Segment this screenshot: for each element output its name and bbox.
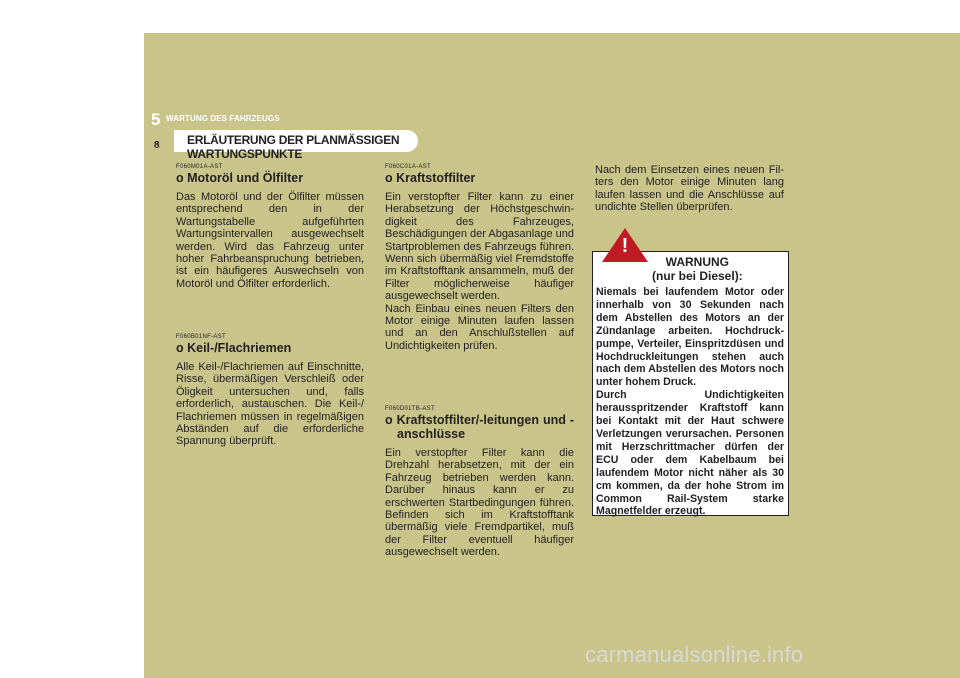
- item-code: F060M01A-AST: [176, 164, 223, 170]
- item-code: F060B01NF-AST: [176, 334, 226, 340]
- column-3: [595, 164, 784, 214]
- chapter-title: WARTUNG DES FAHRZEUGS: [166, 114, 280, 123]
- item-text: Ein verstopfter Filter kann zu einer Herabsetzung der Höchstgeschwin- digkeit des Fahrzeuges, Beschädigungen der Abgasanlage und Startproblemen des Fahrzeugs führen. Wenn sich übermäßig viel Fremdstoffe im Kraftstofftank ansammeln, muß der Filter möglicherweise häufiger ausgewechselt werden. Nach Einbau eines neuen Filters den Motor einige Minuten laufen lassen und an den Anschlußstellen auf Undichtigkeiten prüfen.: [385, 191, 574, 352]
- warning-title: WARNUNG (nur bei Diesel):: [652, 255, 743, 283]
- watermark: carmanualsonline.info: [585, 642, 804, 667]
- item-code: F060D01TB-AST: [385, 406, 435, 412]
- item-heading: o Keil-/Flachriemen: [176, 341, 292, 355]
- column-2: [385, 163, 574, 352]
- column-2-item-2: [385, 405, 574, 559]
- item-code: F060C01A-AST: [385, 164, 431, 170]
- item-heading: o Kraftstoffilter: [385, 171, 476, 185]
- paragraph: Nach dem Einsetzen eines neuen Fil- ters den Motor einige Minuten lang laufen lassen und die Anschlüsse auf undichte Stellen überprüfen.: [595, 164, 784, 214]
- item-text: Alle Keil-/Flachriemen auf Einschnitte, Risse, übermäßigen Verschleiß oder Öligkeit untersuchen und, falls erforderlich, austauschen. Die Keil-/ Flachriemen müssen in regelmäßigen Abständen auf die erforderliche Spannung überprüft.: [176, 361, 364, 448]
- column-1: [176, 163, 364, 290]
- warning-text: Niemals bei laufendem Motor oder innerhalb von 30 Sekunden nach dem Abstellen des Motors an der Zündanlage arbeiten. Hochdruck- pumpe, Verteiler, Einspritzdüsen und Hochdruckleitungen stehen auch nach dem Abstellen des Motors noch unter hohem Druck. Durch Undichtigkeiten herausspritzender Kraftstoff kann bei Kontakt mit der Haut schwere Verletzungen verursachen. Personen mit Herzschrittmacher dürfen der ECU oder dem Kabelbaum bei laufendem Motor nicht näher als 30 cm kommen, da der hohe Strom im Common Rail-System starke Magnetfelder erzeugt.: [596, 286, 784, 518]
- warning-exclamation: !: [621, 235, 629, 257]
- item-text: Das Motoröl und der Ölfilter müssen entsprechend den in der Wartungstabelle aufgeführten Wartungsintervallen ausgewechselt werden. Wird das Fahrzeug unter hoher Fahrbeanspruchung betrieben, ist ein häufigeres Auswechseln von Motoröl und Ölfilter erforderlich.: [176, 191, 364, 290]
- chapter-number: 5: [151, 110, 161, 129]
- item-heading: o Kraftstoffilter/-leitungen und -anschlüsse: [385, 413, 574, 441]
- item-text: Ein verstopfter Filter kann die Drehzahl herabsetzen, mit der ein Fahrzeug betrieben werden kann. Darüber hinaus kann er zu erschwerten Startbedingungen führen. Befinden sich im Kraftstofftank übermäßig viele Fremdpartikel, muß der Filter eventuell häufiger ausgewechselt werden.: [385, 447, 574, 559]
- page-number: 8: [154, 140, 160, 151]
- section-title: ERLÄUTERUNG DER PLANMÄSSIGEN WARTUNGSPUNKTE: [187, 133, 400, 161]
- item-heading: o Motoröl und Ölfilter: [176, 171, 304, 185]
- column-1-item-2: [176, 333, 364, 448]
